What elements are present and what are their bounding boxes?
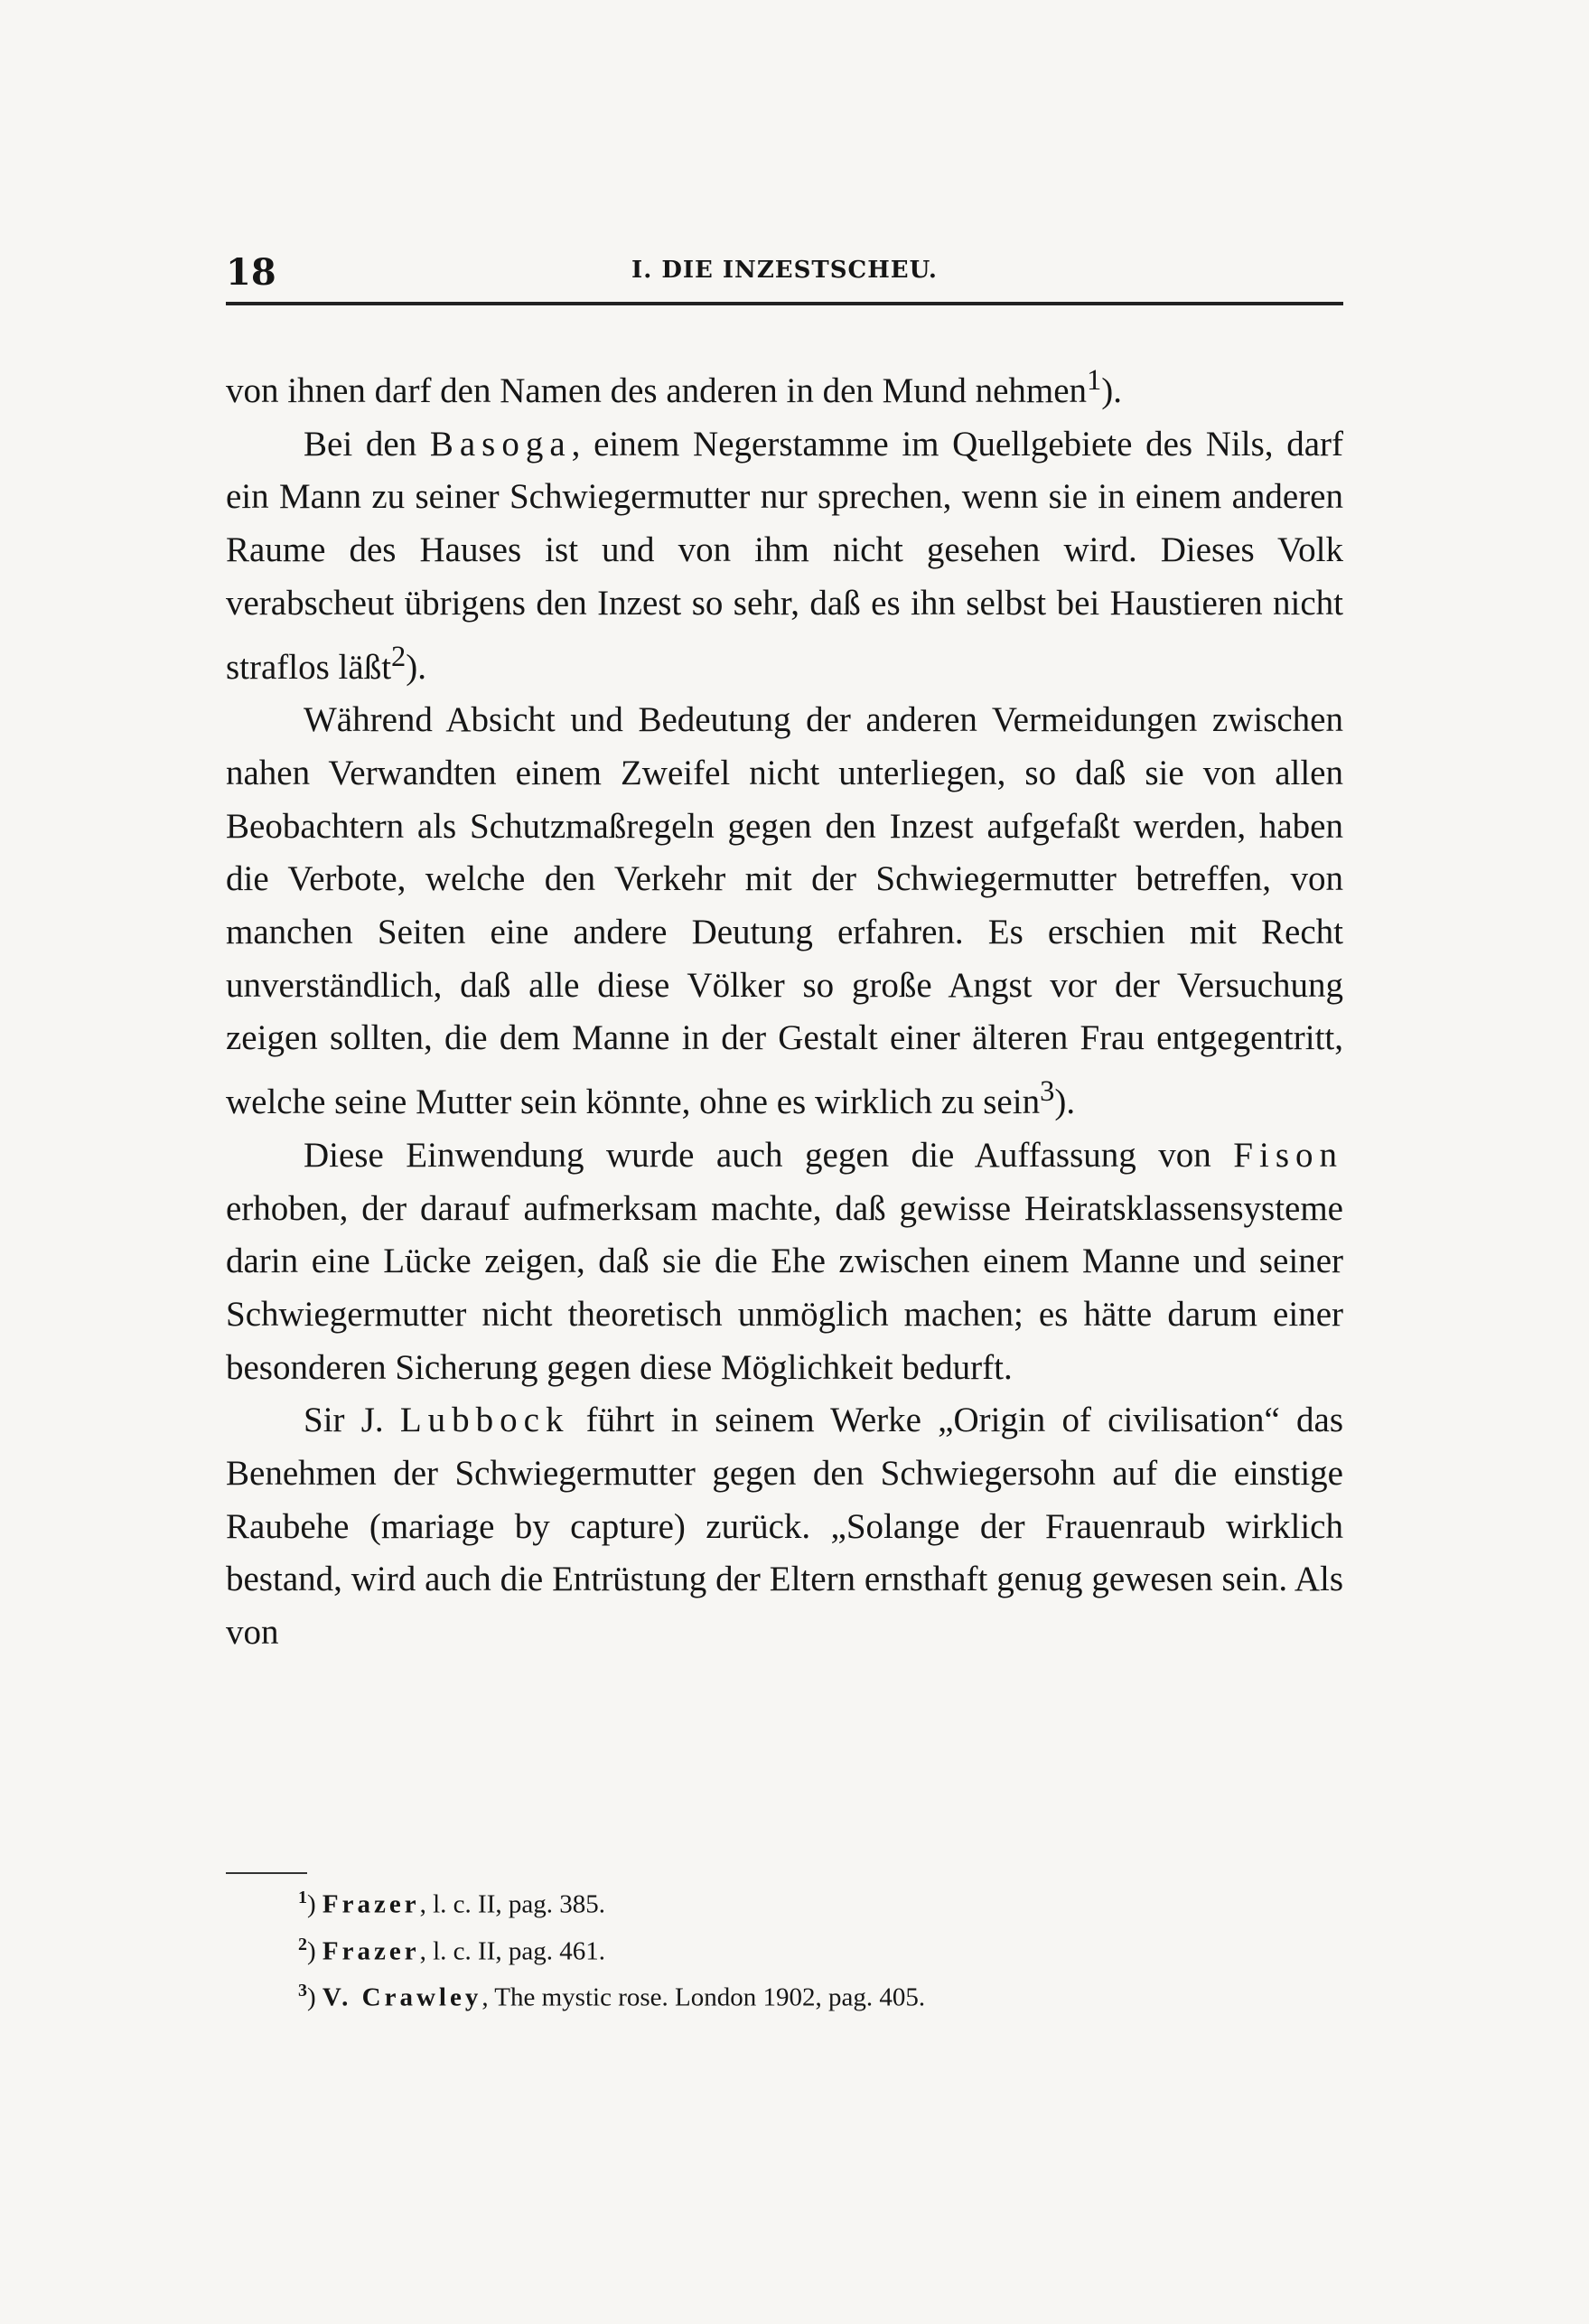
paragraph: Diese Einwendung wurde auch gegen die Auffassung von Fison erhoben, der darauf aufmerksam machte, daß gewisse Heiratsklassensysteme darin eine Lücke zeigen, daß sie die Ehe zwischen einem Manne und seiner Schwiegermutter nicht theoretisch unmöglich machen; es hätte darum einer besonderen Sicherung gegen diese Möglichkeit bedurft.: [226, 1135, 1343, 1387]
footnote-ref: 2: [391, 640, 407, 673]
footnote-rule: [226, 1872, 307, 1874]
paragraph: Sir J. Lubbock führt in seinem Werke „Origin of civilisation“ das Benehmen der Schwiegermutter gegen den Schwiegersohn auf die einstige Raubehe (mariage by capture) zurück. „Solange der Frauenraub wirklich bestand, wird auch die Entrüstung der Eltern ernsthaft genug gewesen sein. Als von: [226, 1401, 1343, 1653]
spaced-name: Basoga: [429, 424, 572, 464]
spaced-name: Lubbock: [399, 1401, 570, 1440]
footnotes: [298, 1878, 1337, 2018]
footnote: $^1$) Frazer, l. c. II, pag. 385.: [298, 1888, 605, 1919]
footnote-ref: 3: [1040, 1075, 1055, 1109]
page-header: [226, 251, 1343, 296]
spaced-name: Fison: [1233, 1135, 1343, 1175]
footnote-ref: 1: [1087, 364, 1102, 397]
running-title: I. DIE INZESTSCHEU.: [631, 257, 938, 284]
main-text: [226, 354, 1343, 1660]
footnote: $^3$) V. Crawley, The mystic rose. London 1902, pag. 405.: [298, 1981, 926, 2012]
paragraph: Während Absicht und Bedeutung der anderen Vermeidungen zwischen nahen Verwandten einem Zweifel nicht unterliegen, so daß sie von allen Beobachtern als Schutzmaßregeln gegen den Inzest aufgefaßt werden, haben die Verbote, welche den Verkehr mit der Schwiegermutter betreffen, von manchen Seiten eine andere Deutung erfahren. Es erschien mit Recht unverständlich, daß alle diese Völker so große Angst vor der Versuchung zeigen sollten, die dem Manne in der Gestalt einer älteren Frau entgegentritt, welche seine Mutter sein könnte, ohne es wirklich zu sein$^3$).: [226, 700, 1343, 1122]
header-rule: [226, 302, 1343, 305]
paragraph: von ihnen darf den Namen des anderen in den Mund nehmen$^1$).: [226, 364, 1123, 410]
footnote: $^2$) Frazer, l. c. II, pag. 461.: [298, 1934, 605, 1966]
page-number: 18: [226, 251, 276, 294]
paragraph: Bei den Basoga, einem Negerstamme im Quellgebiete des Nils, darf ein Mann zu seiner Schwiegermutter nur sprechen, wenn sie in einem anderen Raume des Hauses ist und von ihm nicht gesehen wird. Dieses Volk verabscheut übrigens den Inzest so sehr, daß es ihn selbst bei Haustieren nicht straflos läßt$^2$).: [226, 424, 1344, 687]
